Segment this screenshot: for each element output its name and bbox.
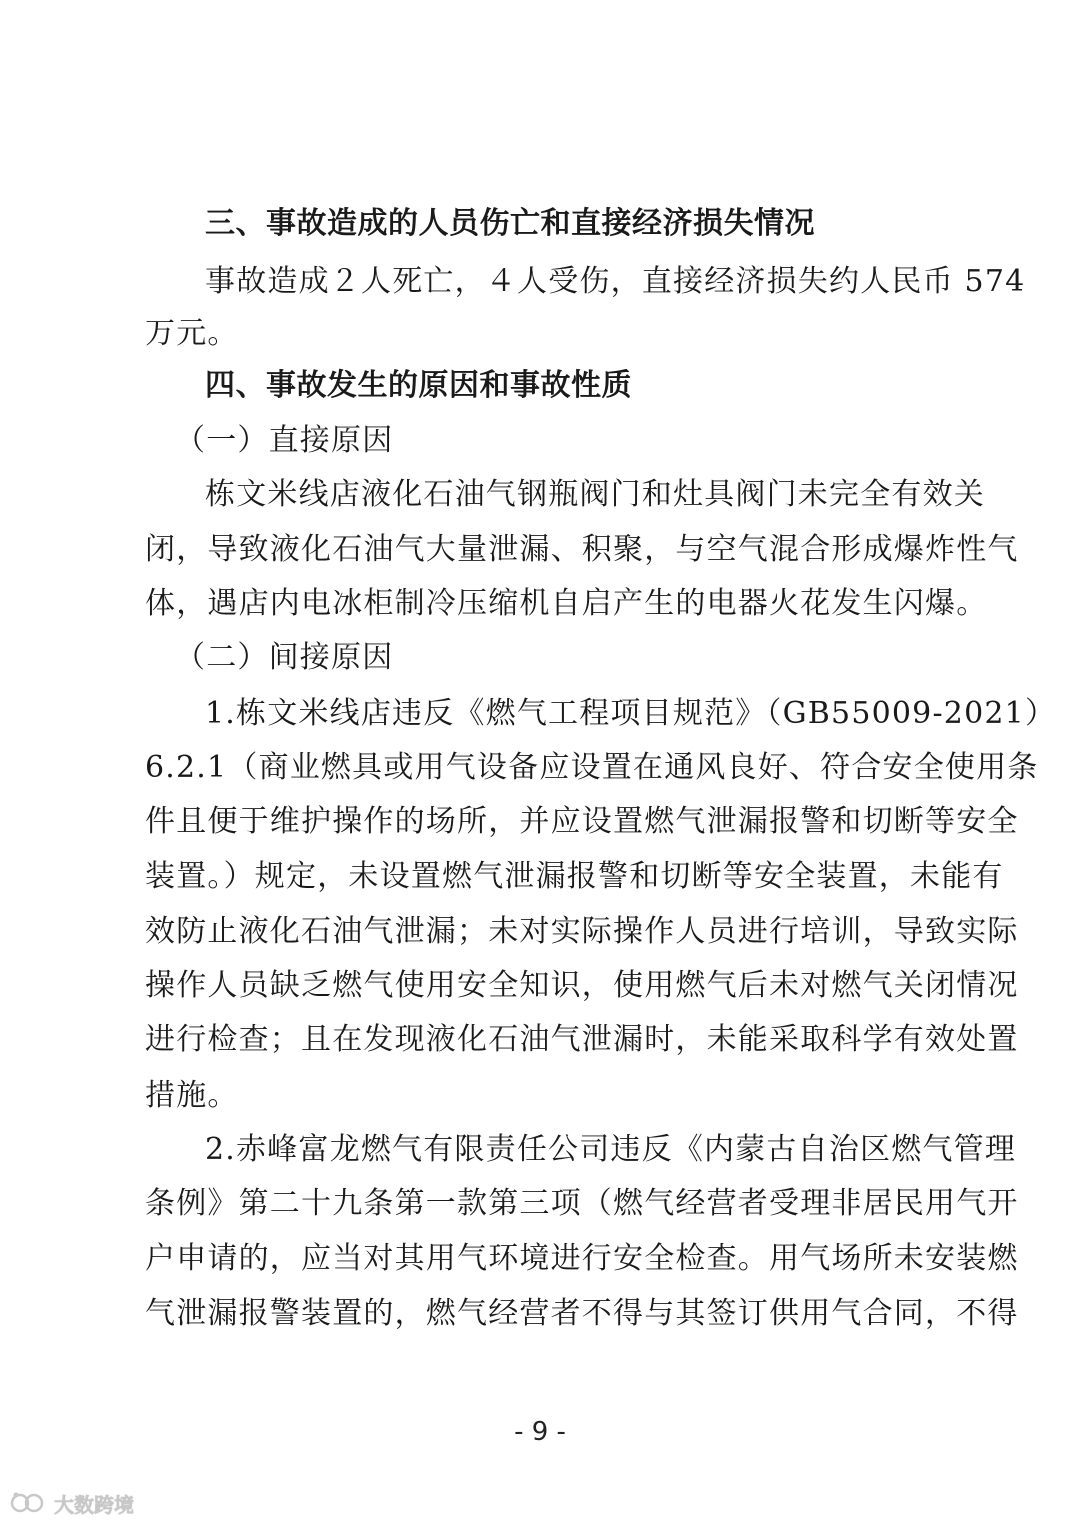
paragraph-line: 1.栋文米线店违反《燃气工程项目规范》（GB55009-2021） [205, 696, 1057, 731]
paragraph-line: 闭，导致液化石油气大量泄漏、积聚，与空气混合形成爆炸性气 [145, 532, 1019, 567]
paragraph-line: 操作人员缺乏燃气使用安全知识，使用燃气后未对燃气关闭情况 [145, 968, 1019, 1003]
section-heading-causes: 四、事故发生的原因和事故性质 [205, 368, 632, 403]
paragraph-line: 6.2.1（商业燃具或用气设备应设置在通风良好、符合安全使用条 [145, 750, 1039, 785]
paragraph-line: 装置。）规定，未设置燃气泄漏报警和切断等安全装置，未能有 [145, 859, 1004, 894]
paragraph-line: 栋文米线店液化石油气钢瓶阀门和灶具阀门未完全有效关 [205, 477, 985, 512]
page-number: - 9 - [514, 1417, 566, 1447]
section-heading-casualties: 三、事故造成的人员伤亡和直接经济损失情况 [205, 206, 815, 241]
watermark-text: 大数跨境 [54, 1492, 134, 1517]
paragraph-line: 件且便于维护操作的场所，并应设置燃气泄漏报警和切断等安全 [145, 804, 1019, 839]
subheading-indirect-cause: （二）间接原因 [175, 640, 394, 675]
paragraph-line: 2.赤峰富龙燃气有限责任公司违反《内蒙古自治区燃气管理 [205, 1132, 1017, 1167]
paragraph-line: 万元。 [145, 316, 239, 351]
subheading-direct-cause: （一）直接原因 [175, 423, 394, 458]
paragraph-line: 条例》第二十九条第一款第三项（燃气经营者受理非居民用气开 [145, 1186, 1019, 1221]
watermark [10, 1488, 134, 1518]
paragraph-line: 体，遇店内电冰柜制冷压缩机自启产生的电器火花发生闪爆。 [145, 586, 988, 621]
watermark-logo-icon [10, 1490, 48, 1516]
paragraph-line: 效防止液化石油气泄漏；未对实际操作人员进行培训，导致实际 [145, 914, 1019, 949]
paragraph-line: 措施。 [145, 1078, 239, 1113]
paragraph-line: 气泄漏报警装置的，燃气经营者不得与其签订供用气合同，不得 [145, 1296, 1019, 1331]
paragraph-line: 户申请的，应当对其用气环境进行安全检查。用气场所未安装燃 [145, 1241, 1019, 1276]
paragraph-line: 进行检查；且在发现液化石油气泄漏时，未能采取科学有效处置 [145, 1022, 1019, 1057]
paragraph-line: 事故造成２人死亡，４人受伤，直接经济损失约人民币 574 [205, 264, 1026, 299]
